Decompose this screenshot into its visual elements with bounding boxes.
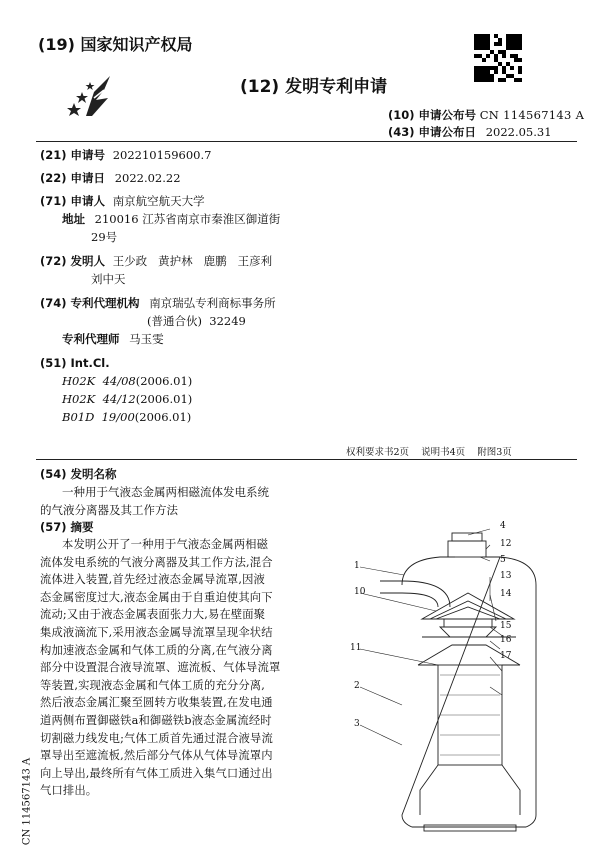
address-line1: 210016 江苏省南京市秦淮区御道街 [94, 212, 281, 226]
intcl-item [62, 391, 192, 407]
abstract-label [40, 519, 94, 535]
intcl-code: B01D 19/00 [62, 410, 135, 424]
outlet-pipe [448, 541, 486, 557]
agent-row [62, 331, 164, 347]
intcl-label [40, 355, 110, 371]
agent-label: 专利代理师 [62, 332, 120, 346]
callout-label: 11 [350, 643, 362, 653]
publication-number-label: (10) 申请公布号 [388, 108, 477, 122]
abstract-line: 集成液滴流下,采用液态金属导流罩呈现伞状结 [40, 625, 273, 639]
abstract-line: 然后液态金属汇聚至圆转方收集装置,在发电通 [40, 696, 273, 710]
application-date-row [40, 170, 181, 186]
callout-label: 10 [354, 587, 366, 597]
inventor-label: (72) 发明人 [40, 254, 106, 268]
side-publication-number [12, 757, 33, 850]
intcl-code: H02K 44/08 [62, 374, 136, 388]
application-number-row [40, 147, 211, 163]
abstract-line: 等装置,实现液态金属和气体工质的充分分离, [40, 678, 265, 692]
page-counts: 权利要求书2页 说明书4页 附图3页 [346, 447, 512, 458]
callout-label: 1 [354, 561, 360, 571]
callout-label: 4 [500, 521, 506, 531]
abstract-line: 态金属密度过大,液态金属由于自重迫使其向下 [40, 590, 273, 604]
application-number-label: (21) 申请号 [40, 148, 106, 162]
invention-title-line1: 一种用于气液态金属两相磁流体发电系统 [62, 485, 269, 499]
document-type: (12) 发明专利申请 [240, 77, 388, 97]
callout-label: 14 [500, 589, 512, 599]
application-number-value: 202210159600.7 [112, 148, 212, 162]
abstract-line: 流体进入装置,首先经过液态金属导流罩,因液 [40, 573, 265, 587]
abstract-line: 流动;又由于液态金属表面张力大,易在壁面聚 [40, 608, 266, 622]
callout-label: 2 [354, 681, 360, 691]
abstract-line: 气口排出。 [40, 784, 98, 798]
abstract-line: 罩导出至遮流板,然后部分气体从气体导流罩内 [40, 749, 273, 763]
cnipa-emblem-icon [64, 70, 112, 120]
applicant-label: (71) 申请人 [40, 194, 106, 208]
intcl-label-text: (51) Int.Cl. [40, 356, 110, 370]
side-publication-number-text: CN 114567143 A [21, 757, 33, 846]
abstract-line: 切割磁力线发电;气体工质首先通过混合液导流 [40, 731, 273, 745]
publication-number-row [388, 107, 584, 123]
agency-row [40, 295, 276, 311]
inventor-row [40, 253, 272, 269]
applicant-row [40, 193, 205, 209]
application-date-label: (22) 申请日 [40, 171, 106, 185]
abstract-label-text: (57) 摘要 [40, 520, 94, 534]
callout-label: 3 [354, 719, 360, 729]
callout-label: 15 [500, 621, 512, 631]
header-divider [36, 141, 577, 142]
address-line2: 29号 [91, 230, 118, 244]
agency-label: (74) 专利代理机构 [40, 296, 140, 310]
separator-drawing [340, 515, 590, 845]
callout-label: 13 [500, 571, 512, 581]
agency-line2: (普通合伙) 32249 [147, 314, 246, 328]
applicant-value: 南京航空航天大学 [112, 194, 205, 208]
address-label: 地址 [62, 212, 85, 226]
callout-label: 17 [500, 651, 512, 661]
abstract-line: 向上导出,最终所有气体工质进入集气口通过出 [40, 766, 273, 780]
intcl-year: (2006.01) [135, 374, 193, 388]
inlet-pipe [380, 581, 402, 593]
biblio-divider [36, 459, 577, 460]
abstract-body [40, 536, 300, 800]
abstract-line: 本发明公开了一种用于气液态金属两相磁 [62, 538, 269, 551]
invention-title-label [40, 466, 117, 482]
qr-code-icon [474, 34, 522, 82]
intcl-year: (2006.01) [134, 410, 192, 424]
agency-line1: 南京瑞弘专利商标事务所 [149, 296, 276, 310]
office-name: (19) 国家知识产权局 [38, 35, 193, 54]
abstract-line: 道两侧布置御磁铁a和御磁铁b液态金属流经时 [40, 713, 272, 727]
abstract-line: 流体发电系统的气液分离器及其工作方法,混合 [40, 555, 273, 569]
callout-label: 5 [500, 555, 506, 565]
publication-number-value: CN 114567143 A [479, 108, 585, 122]
agent-value: 马玉雯 [129, 332, 164, 346]
callout-label: 16 [500, 635, 512, 645]
publication-date-row [388, 124, 552, 140]
publication-date-value: 2022.05.31 [485, 125, 552, 139]
abstract-line: 构加速液态金属和气体工质的分离,在气液分离 [40, 643, 273, 657]
invention-title-line2: 的气液分离器及其工作方法 [40, 503, 178, 517]
inventor-line2: 刘中天 [91, 272, 126, 286]
inventor-line1: 王少政 黄护林 鹿鹏 王彦利 [112, 254, 273, 268]
abstract-line: 部分中设置混合液导流罩、遮流板、气体导流罩 [40, 661, 281, 675]
invention-title-label-text: (54) 发明名称 [40, 467, 117, 481]
callout-label: 12 [500, 539, 512, 549]
publication-date-label: (43) 申请公布日 [388, 125, 477, 139]
intcl-year: (2006.01) [135, 392, 193, 406]
application-date-value: 2022.02.22 [114, 171, 181, 185]
address-row [62, 211, 280, 227]
intcl-item [62, 373, 192, 389]
intcl-code: H02K 44/12 [62, 392, 136, 406]
intcl-item [62, 409, 191, 425]
